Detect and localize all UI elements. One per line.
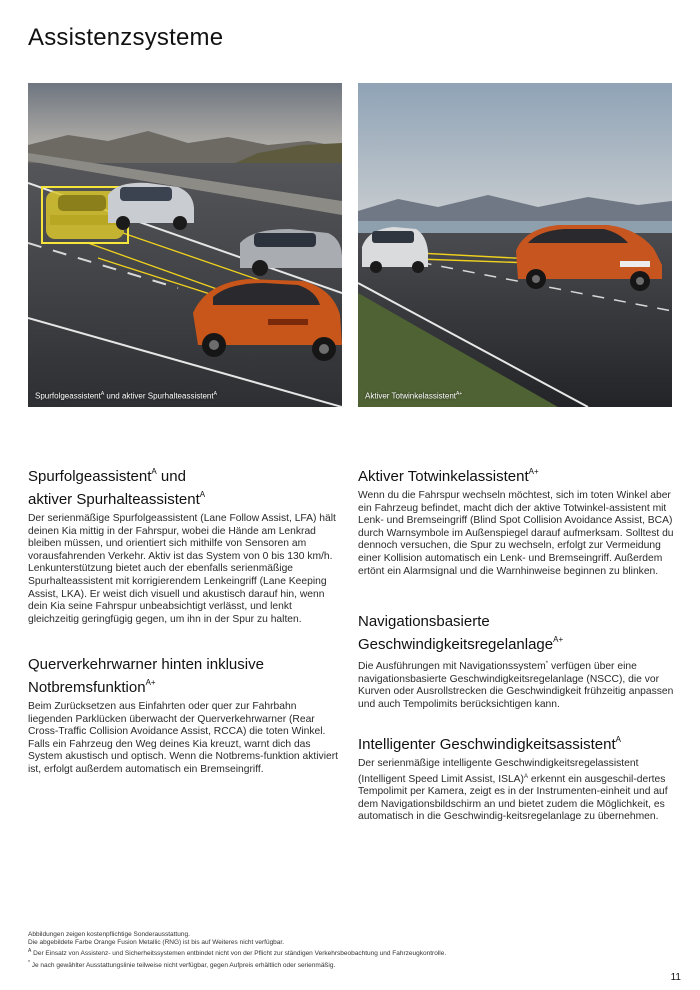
speed-limit-assist-title: Intelligenter Geschwindigkeitsassistent$^A$ [358, 735, 621, 753]
lane-assist-illustration [28, 83, 342, 407]
rear-cross-traffic-title: Querverkehrwarner hinten inklusive Notbremsfunktion$^{A+}$ [28, 656, 264, 696]
section-navigation-cruise [358, 613, 674, 711]
section-speed-limit-assist [358, 731, 674, 824]
footnote-line: Die abgebildete Farbe Orange Fusion Metallic (RNG) ist bis auf Weiteres nicht verfügbar. [28, 939, 285, 947]
lane-assist-photo [28, 83, 342, 407]
section-rear-cross-traffic [28, 656, 338, 777]
section-blind-spot-assist [358, 463, 674, 578]
page-number: 11 [670, 972, 681, 983]
blind-spot-illustration [358, 83, 672, 407]
speed-limit-assist-text: Der serienmäßige intelligente Geschwindigkeitsregelassistent (Intelligent Speed Limit Assist, ISLA)$^A$ erkennt ein ausgeschil-dertes Tempolimit per Kamera, zeigt es in der Instrumenten-einheit und auf dem Navigationsbildschirm an und bietet zudem die Möglichkeit, es automatisch in die Geschwindig-keitsregelanlage zu übernehmen. [358, 758, 668, 823]
blind-spot-photo [358, 83, 672, 407]
page-title: Assistenzsysteme [28, 24, 224, 51]
footnotes [28, 931, 446, 970]
navigation-cruise-title: Navigationsbasierte Geschwindigkeitsregelanlage$^{A+}$ [358, 613, 564, 653]
footnote-line: * Je nach gewählter Ausstattungslinie teilweise nicht verfügbar, gegen Aufpreis erhältlich oder serienmäßig. [28, 959, 336, 969]
lane-assist-caption: Spurfolgeassistent$^A$ und aktiver Spurhalteassistent$^A$ [35, 391, 217, 401]
blind-spot-assist-text: Wenn du die Fahrspur wechseln möchtest, sich im toten Winkel aber ein Fahrzeug befindet, macht dich der aktive Totwinkel-assistent mit Lenk- und Bremseingriff (Blind Spot Collision Avoidance Assist, BCA) durch Warnsymbole im Außenspiegel darauf aufmerksam. Solltest du dennoch versuchen, die Spur zu wechseln, erfolgt zur Vermeidung einer Kollision automatisch ein Lenk- und Bremseingriff. Außerdem ertönt ein Alarmsignal und die Warnhinweise beginnen zu blinken. [358, 490, 674, 577]
rear-cross-traffic-text: Beim Zurücksetzen aus Einfahrten oder quer zur Fahrbahn liegenden Parklücken überwacht der Querverkehrwarner (Rear Cross-Traffic Collision Avoidance Assist, RCCA) die toten Winkel. Falls ein Fahrzeug den Weg deines Kia kreuzt, warnt dich das System akustisch und optisch. Wenn die Notbrems-funktion aktiviert ist, erfolgt außerdem automatisch ein Bremseingriff. [28, 701, 338, 775]
section-lane-follow-assist [28, 463, 338, 626]
footnote-line: $^A$ Der Einsatz von Assistenz- und Sicherheitssystemen entbindet nicht von der Pflicht zur ständigen Verkehrsbeobachtung und Fahrzeugkontrolle. [28, 948, 447, 958]
lane-follow-assist-title: Spurfolgeassistent$^A$ und aktiver Spurhalteassistent$^A$ [28, 467, 206, 508]
lane-follow-assist-text: Der serienmäßige Spurfolgeassistent (Lane Follow Assist, LFA) hält deinen Kia mittig in der Fahrspur, wobei die Hände am Lenkrad bleiben müssen, und orientiert sich mithilfe von Sensoren am vorausfahrenden Verkehr. Aktiv ist das System von 0 bis 130 km/h. Lenkunterstützung bietet auch der ebenfalls serienmäßige Spurhalteassistent mit korrigierendem Lenkeingriff (Lane Keeping Assist, LKA). Er weist dich visuell und akustisch darauf hin, wenn dein Kia seine Fahrspur unbeabsichtigt verlässt, und lenkt gleichzeitig geringfügig gegen, um ihn in der Spur zu halten. [28, 513, 336, 625]
footnote-line: Abbildungen zeigen kostenpflichtige Sonderausstattung. [28, 931, 190, 938]
navigation-cruise-text: Die Ausführungen mit Navigationssystem* verfügen über eine navigationsbasierte Geschwindigkeitsregelanlage (NSCC), die vor Kurven oder Ausrollstrecken die Geschwindigkeit frühzeitig anpassen und auch Tempolimits berücksichtigen kann. [358, 661, 674, 710]
blind-spot-caption: Aktiver Totwinkelassistent$^{A+}$ [365, 391, 463, 401]
blind-spot-assist-title: Aktiver Totwinkelassistent$^{A+}$ [358, 467, 539, 485]
